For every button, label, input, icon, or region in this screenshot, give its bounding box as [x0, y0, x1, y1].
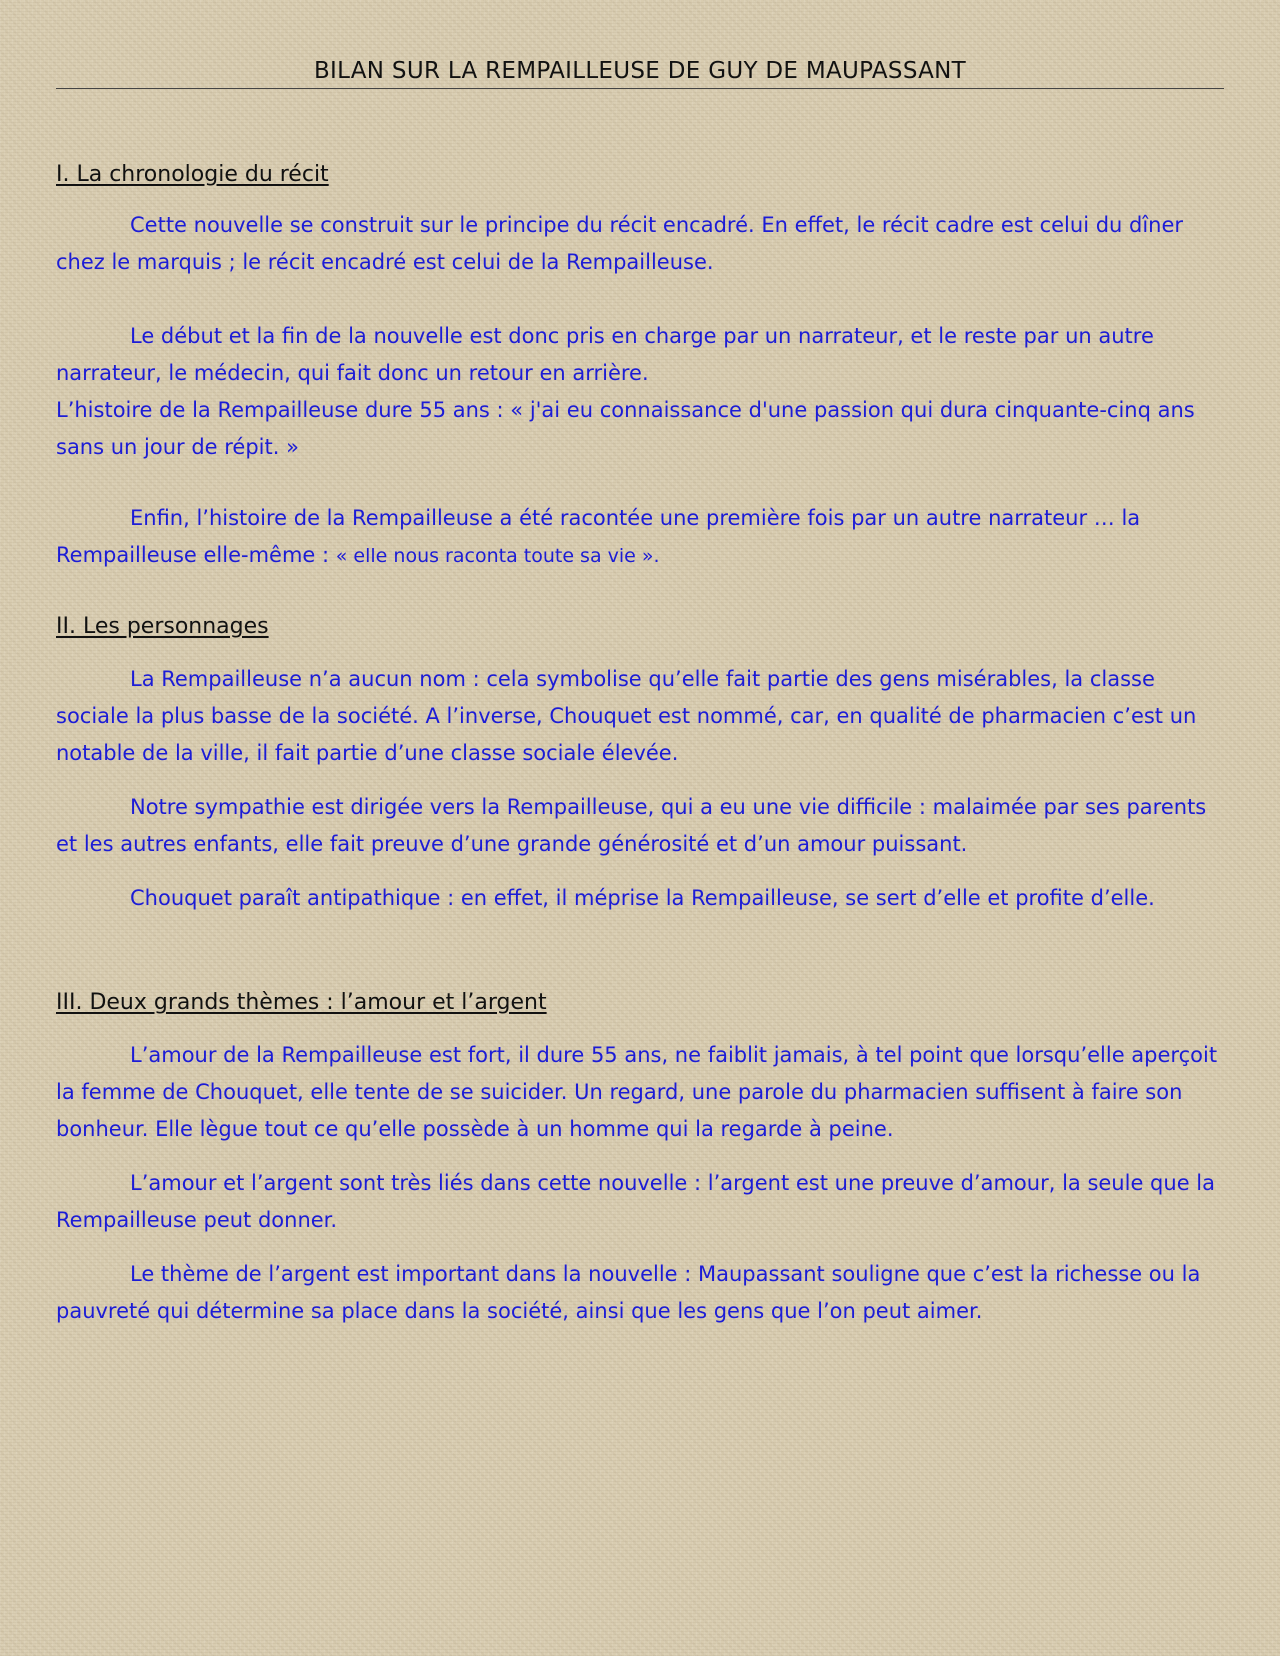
paragraph: La Rempailleuse n’a aucun nom : cela symbolise qu’elle fait partie des gens misérables, la classe sociale la plus basse de la société. A l’inverse, Chouquet est nommé, car, en qualité de pharmacien c’est un notable de la ville, il fait partie d’une classe sociale élevée. — [56, 667, 1197, 765]
section-chronologie — [56, 157, 1224, 575]
section-personnages — [56, 609, 1224, 917]
quote: « elle nous raconta toute sa vie ». — [335, 545, 660, 567]
document-page — [56, 58, 1224, 1330]
paragraph: Le thème de l’argent est important dans la nouvelle : Maupassant souligne que c’est la richesse ou la pauvreté qui détermine sa place dans la société, ainsi que les gens que l’on peut aimer. — [56, 1262, 1201, 1323]
section-themes — [56, 985, 1224, 1330]
paragraph: Cette nouvelle se construit sur le principe du récit encadré. En effet, le récit cadre est celui du dîner chez le marquis ; le récit encadré est celui de la Rempailleuse. — [56, 213, 1184, 274]
paragraph: Notre sympathie est dirigée vers la Rempailleuse, qui a eu une vie difficile : malaimée par ses parents et les autres enfants, elle fait preuve d’une grande générosité et d’un amour puissant. — [56, 795, 1207, 856]
document-title: BILAN SUR LA REMPAILLEUSE DE GUY DE MAUPASSANT — [56, 58, 1224, 89]
paragraph: L’amour et l’argent sont très liés dans cette nouvelle : l’argent est une preuve d’amour, la seule que la Rempailleuse peut donner. — [56, 1171, 1215, 1232]
paragraph — [56, 500, 1224, 575]
section-heading: II. Les personnages — [56, 614, 269, 639]
paragraph: L’histoire de la Rempailleuse dure 55 ans : « j'ai eu connaissance d'une passion qui dura cinquante-cinq ans sans un jour de répit. » — [56, 398, 1195, 459]
paragraph: Chouquet paraît antipathique : en effet, il méprise la Rempailleuse, se sert d’elle et profite d’elle. — [130, 886, 1155, 910]
paragraph: Le début et la fin de la nouvelle est donc pris en charge par un narrateur, et le reste par un autre narrateur, le médecin, qui fait donc un retour en arrière. — [56, 324, 1154, 385]
section-heading: III. Deux grands thèmes : l’amour et l’argent — [56, 990, 547, 1015]
paragraph: L’amour de la Rempailleuse est fort, il dure 55 ans, ne faiblit jamais, à tel point que lorsqu’elle aperçoit la femme de Chouquet, elle tente de se suicider. Un regard, une parole du pharmacien suffisent à faire son bonheur. Elle lègue tout ce qu’elle possède à un homme qui la regarde à peine. — [56, 1043, 1218, 1141]
section-heading: I. La chronologie du récit — [56, 162, 329, 187]
paragraph-text: Enfin, l’histoire de la Rempailleuse a été racontée une première fois par un autre narrateur … la Rempailleuse elle-même : — [56, 506, 1141, 567]
